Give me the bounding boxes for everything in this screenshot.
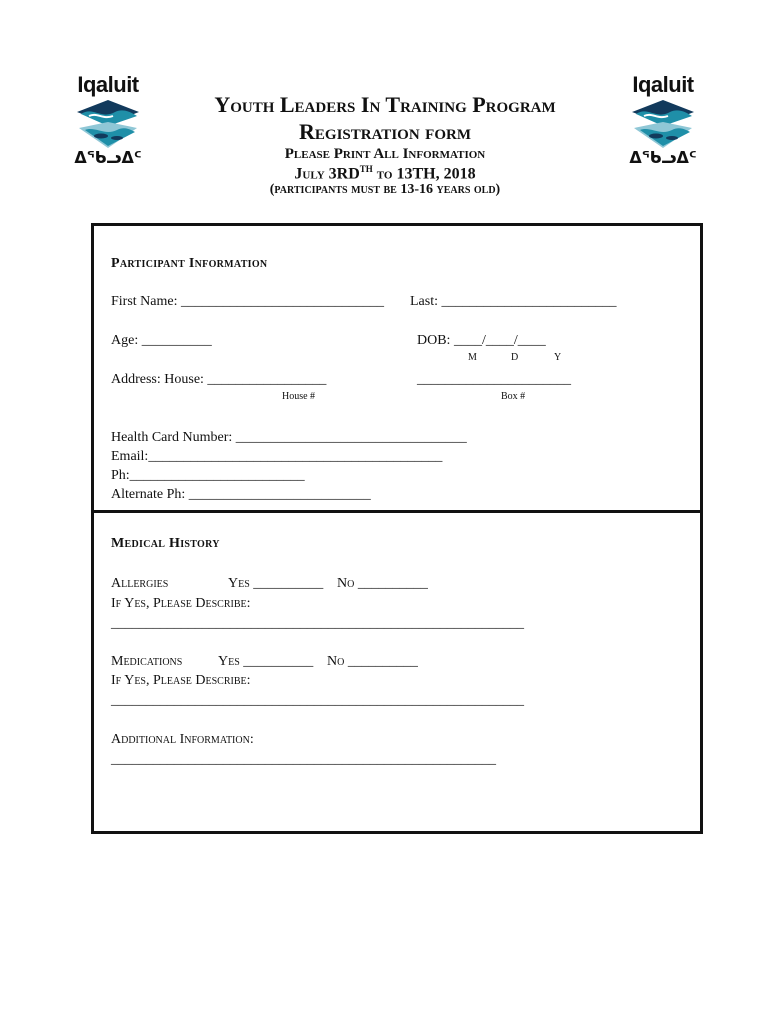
participant-information-section [91, 223, 703, 513]
address-house-field[interactable]: Address: House: _________________ [111, 372, 327, 387]
logo-name: Iqaluit [632, 72, 694, 97]
logo-name: Iqaluit [77, 72, 139, 97]
alternate-phone-field[interactable]: Alternate Ph: __________________________ [111, 487, 371, 502]
form-subtitle: Registration form [299, 119, 471, 144]
form-title: Youth Leaders In Training Program [214, 92, 556, 117]
dob-month-caption: M [468, 352, 477, 363]
health-card-field[interactable]: Health Card Number: _________________________________ [111, 430, 467, 445]
phone-field[interactable]: Ph:_________________________ [111, 468, 305, 483]
age-field[interactable]: Age: __________ [111, 333, 212, 348]
medications-describe-line[interactable]: ___________________________________________________________ [111, 693, 524, 708]
medications-label: Medications [111, 654, 183, 669]
dob-field[interactable]: DOB: ____/____/____ [417, 333, 546, 348]
medications-yes-field[interactable]: Yes __________ [218, 654, 314, 669]
program-dates [0, 164, 770, 183]
first-name-field[interactable]: First Name: _____________________________ [111, 294, 384, 309]
dates-suffix: to 13TH, 2018 [372, 165, 476, 183]
allergies-no-field[interactable]: No __________ [337, 576, 428, 591]
allergies-describe-line[interactable]: ___________________________________________________________ [111, 616, 524, 631]
logo-syllabics: ᐃᖃᓗᐃᑦ [629, 148, 697, 167]
age-requirement: (participants must be 13-16 years old) [269, 182, 501, 197]
medical-section-title: Medical History [111, 536, 220, 551]
dates-superscript: TH [359, 164, 373, 174]
additional-information-label: Additional Information: [111, 732, 254, 747]
allergies-describe-label: If Yes, Please Describe: [111, 596, 251, 611]
medications-describe-label: If Yes, Please Describe: [111, 673, 251, 688]
medications-no-field[interactable]: No __________ [327, 654, 418, 669]
allergies-label: Allergies [111, 576, 169, 591]
box-number-caption: Box # [501, 391, 526, 402]
house-number-caption: House # [282, 391, 316, 402]
medical-history-section [91, 509, 703, 834]
participant-section-title: Participant Information [111, 256, 268, 271]
dob-day-caption: D [511, 352, 519, 363]
last-name-field[interactable]: Last: _________________________ [410, 294, 617, 309]
additional-information-line[interactable]: _______________________________________________________ [111, 752, 496, 767]
print-note: Please Print All Information [284, 146, 486, 162]
address-box-field[interactable]: ______________________ [417, 372, 571, 387]
email-field[interactable]: Email:__________________________________________ [111, 449, 443, 464]
dob-year-caption: Y [554, 352, 562, 363]
logo-syllabics: ᐃᖃᓗᐃᑦ [74, 148, 142, 167]
allergies-yes-field[interactable]: Yes __________ [228, 576, 324, 591]
dates-prefix: July 3RD [294, 165, 360, 183]
